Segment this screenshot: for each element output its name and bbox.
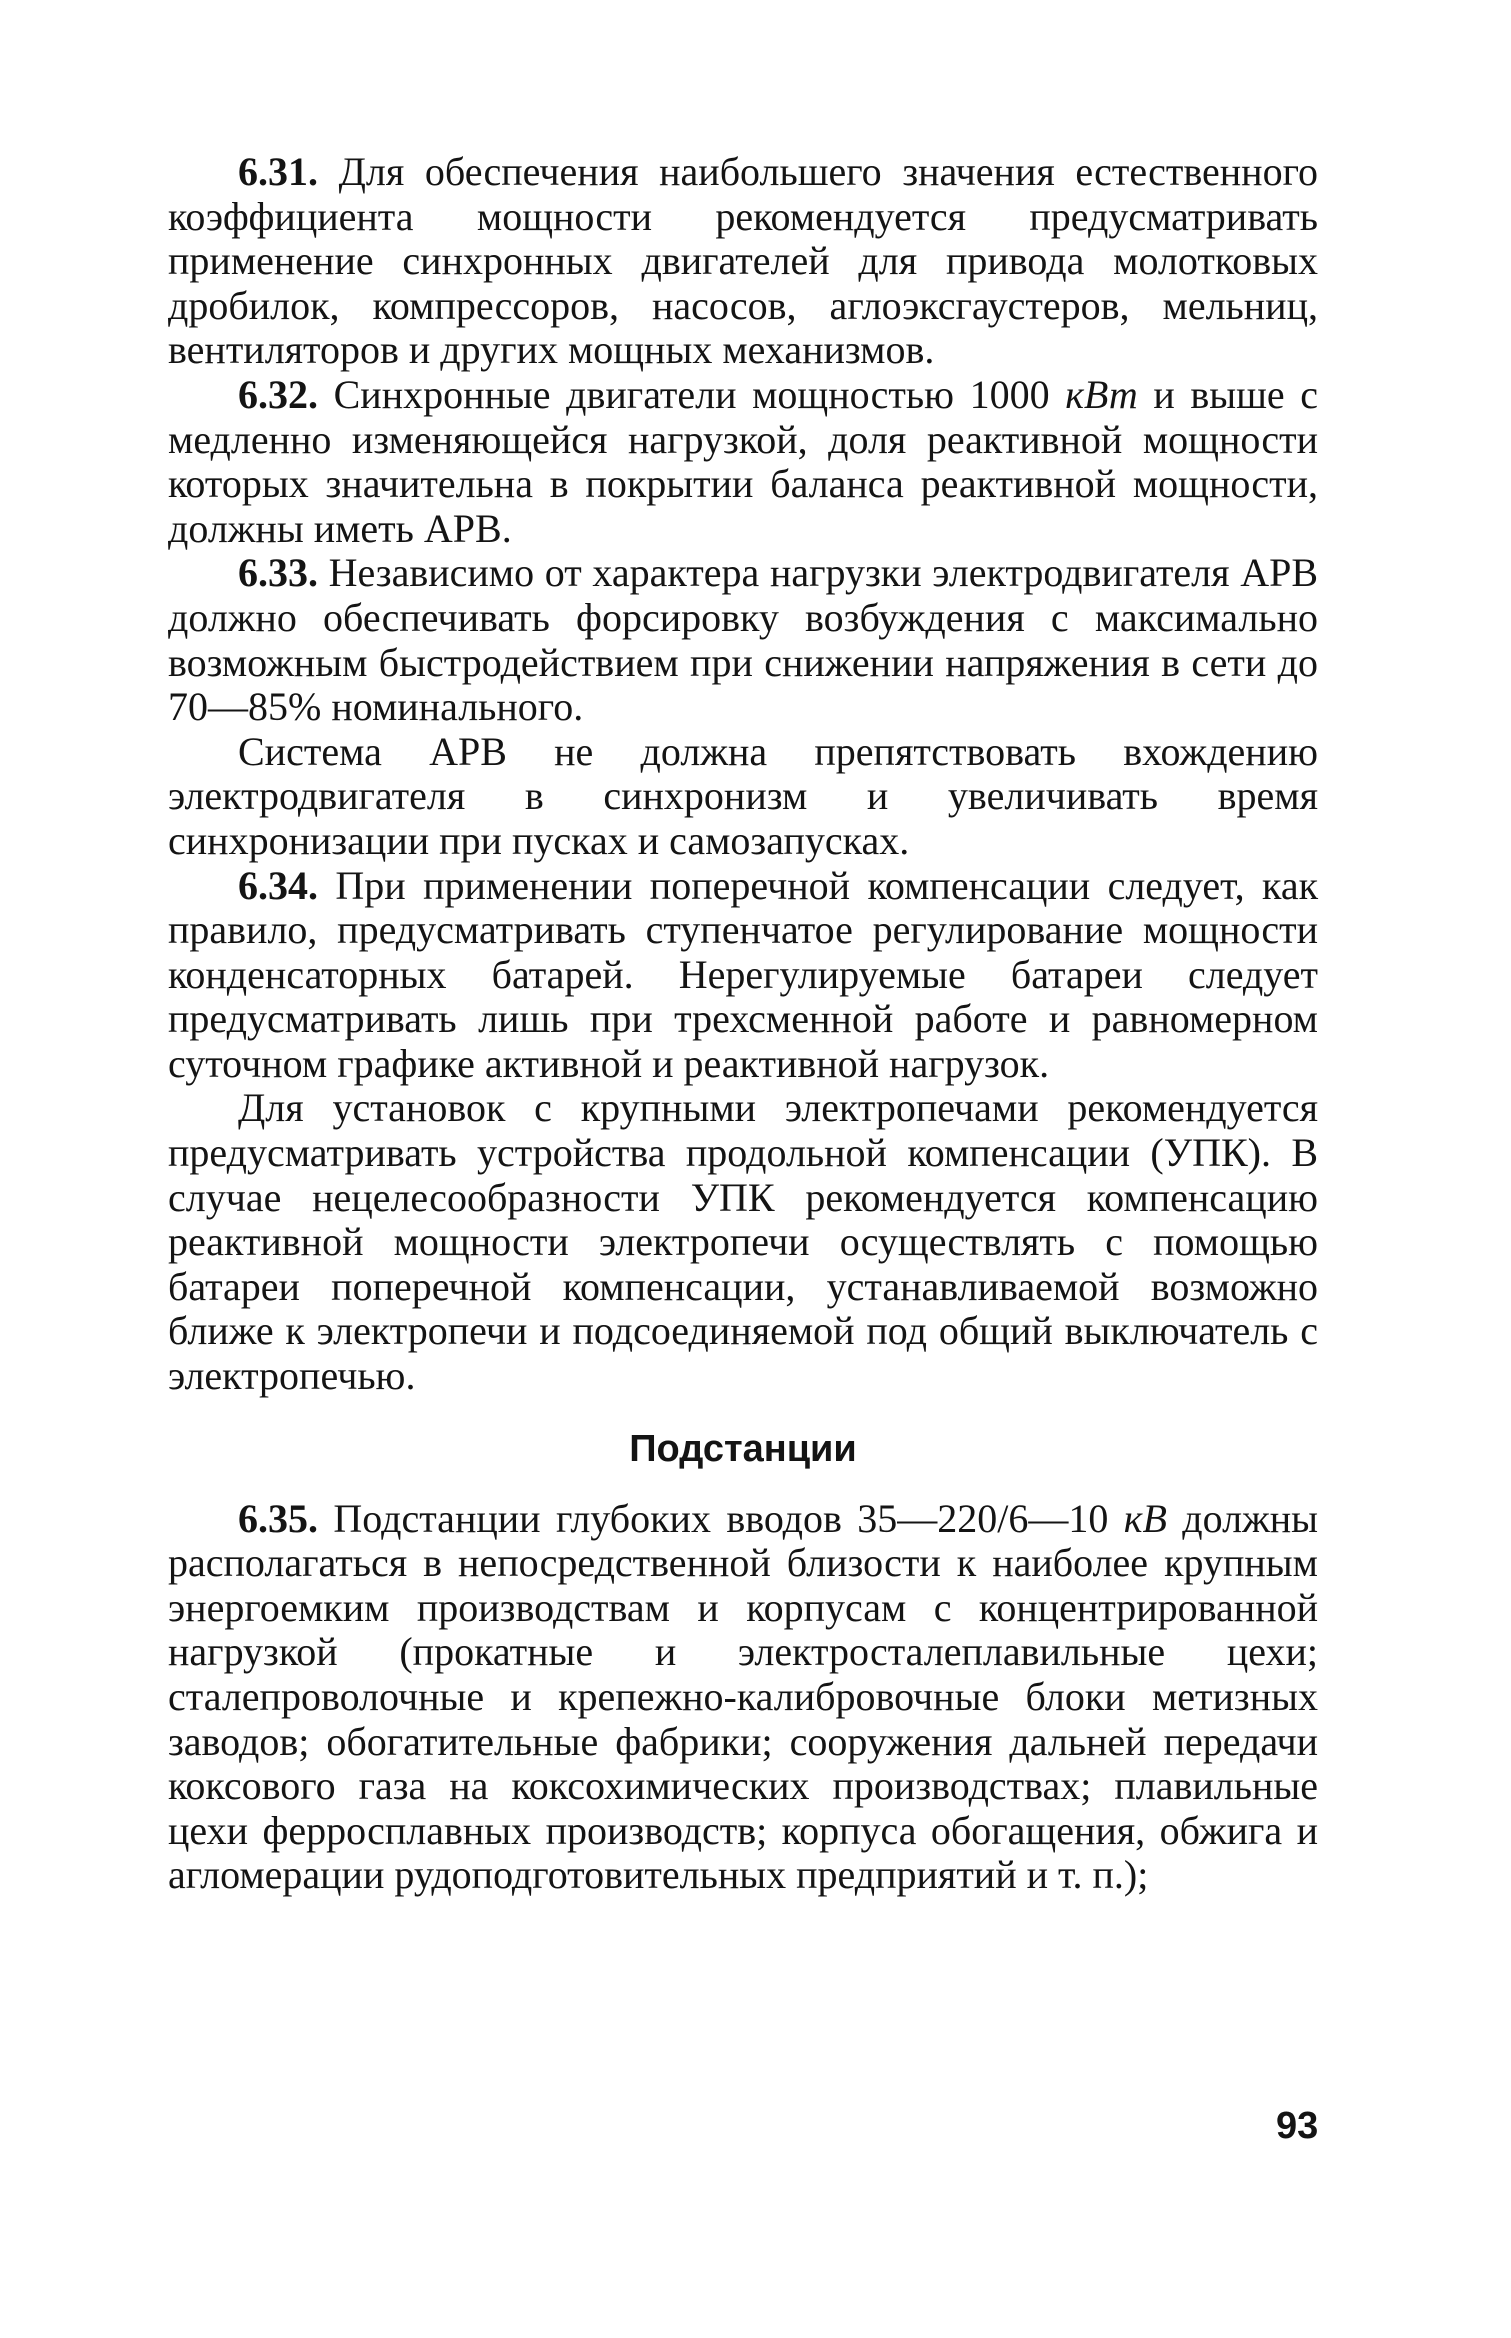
paragraph-text: Подстанции глубоких вводов 35—220/6—10	[333, 1495, 1109, 1541]
paragraph-text: Система АРВ не должна препятствовать вхождению электродвигателя в синхронизм и увеличивать время синхронизации при пусках и самозапусках.	[168, 728, 1318, 863]
paragraph-text: Для обеспечения наибольшего значения естественного коэффициента мощности рекомендуется предусматривать применение синхронных двигателей для привода молотковых дробилок, компрессоров, насосов, аглоэксгаустеров, мельниц, вентиляторов и других мощных механизмов.	[168, 149, 1318, 373]
paragraph-number: 6.34.	[238, 862, 318, 908]
paragraph-number: 6.32.	[238, 371, 318, 417]
paragraph-6-33	[168, 551, 1318, 729]
paragraph-6-32	[168, 373, 1318, 551]
paragraph-6-33-continued	[168, 730, 1318, 864]
paragraph-text: Для установок с крупными электропечами рекомендуется предусматривать устройства продольной компенсации (УПК). В случае нецелесообразности УПК рекомендуется компенсацию реактивной мощности электропечи осуществлять с помощью батареи поперечной компенсации, устанавливаемой возможно ближе к электропечи и подсоединяемой под общий выключатель с электропечью.	[168, 1085, 1318, 1399]
section-heading: Подстанции	[629, 1427, 857, 1470]
unit-label: кВ	[1123, 1495, 1167, 1541]
document-page	[168, 150, 1318, 1898]
paragraph-number: 6.33.	[238, 550, 318, 596]
paragraph-text: Синхронные двигатели мощностью 1000	[333, 371, 1050, 417]
paragraph-text: Независимо от характера нагрузки электродвигателя АРВ должно обеспечивать форсировку возбуждения с максимально возможным быстродействием при снижении напряжения в сети до 70—85% номинального.	[168, 550, 1319, 730]
paragraph-text: При применении поперечной компенсации следует, как правило, предусматривать ступенчатое регулирование мощности конденсаторных батарей. Нерегулируемые батареи следует предусматривать лишь при трехсменной работе и равномерном суточном графике активной и реактивной нагрузок.	[168, 862, 1319, 1086]
paragraph-6-34-continued	[168, 1086, 1318, 1398]
page-number: 93	[1276, 2105, 1319, 2147]
paragraph-text: должны располагаться в непосредственной близости к наиболее крупным энергоемким производствам и корпусам с концентрированной нагрузкой (прокатные и электросталеплавильные цехи; сталепроволочные и крепежно-калибровочные блоки метизных заводов; обогатительные фабрики; сооружения дальней передачи коксового газа на коксохимических производствах; плавильные цехи ферросплавных производств; корпуса обогащения, обжига и агломерации рудоподготовительных предприятий и т. п.);	[168, 1495, 1318, 1898]
paragraph-6-31	[168, 150, 1318, 373]
paragraph-number: 6.31.	[238, 149, 318, 194]
paragraph-6-34	[168, 864, 1318, 1087]
unit-label: кВт	[1065, 371, 1138, 417]
paragraph-text: и выше с медленно изменяющейся нагрузкой, доля реактивной мощности которых значительна в покрытии баланса реактивной мощности, должны иметь АРВ.	[168, 371, 1319, 551]
paragraph-6-35	[168, 1497, 1318, 1898]
paragraph-number: 6.35.	[238, 1495, 318, 1541]
